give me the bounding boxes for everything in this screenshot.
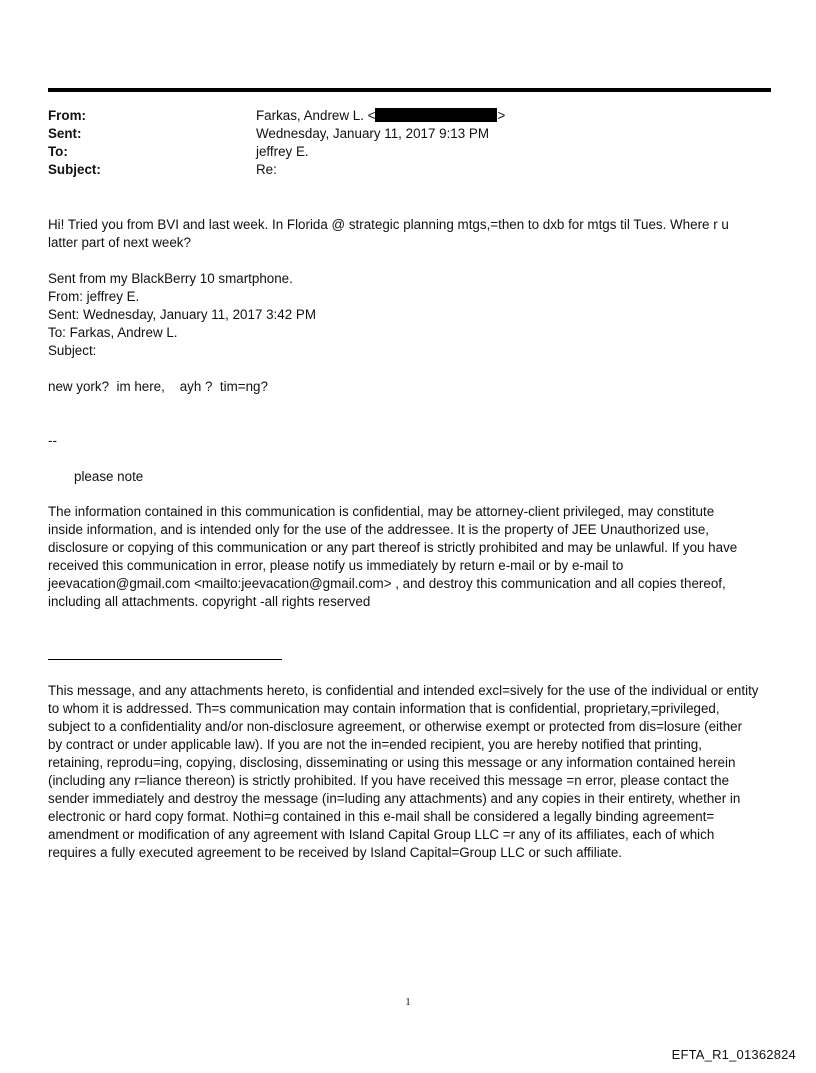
disclaimer-line: sender immediately and destroy the message (in=luding any attachments) and any copies in their entirety, whether in: [48, 791, 741, 806]
from-label: From:: [48, 108, 86, 123]
redaction-box: [375, 108, 497, 122]
please-note: please note: [74, 469, 144, 484]
subject-row: [48, 161, 771, 179]
sent-row: [48, 125, 771, 143]
sent-label: Sent:: [48, 126, 82, 141]
forwarded-line: Sent from my BlackBerry 10 smartphone.: [48, 271, 293, 286]
notice-line: The information contained in this communication is confidential, may be attorney-client privileged, may constitute: [48, 504, 715, 519]
email-header: [48, 107, 771, 179]
subject-label: Subject:: [48, 162, 101, 177]
disclaimer-line: This message, and any attachments hereto, is confidential and intended excl=sively for the use of the individual or entity: [48, 683, 759, 698]
forwarded-line: Subject:: [48, 343, 97, 358]
notice-line: received this communication in error, please notify us immediately by return e-mail or by e-mail to: [48, 558, 624, 573]
from-row: [48, 107, 771, 125]
from-tail: >: [497, 108, 506, 123]
notice-line: jeevacation@gmail.com <mailto:jeevacation@gmail.com> , and destroy this communication and all copies thereof,: [48, 576, 726, 591]
bates-number: EFTA_R1_01362824: [671, 1047, 796, 1062]
separator-rule: [48, 659, 282, 660]
to-row: [48, 143, 771, 161]
disclaimer-line: (including any r=liance thereon) is strictly prohibited. If you have received this message =n error, please contact the: [48, 773, 730, 788]
forwarded-line: From: jeffrey E.: [48, 289, 140, 304]
from-value: [256, 107, 771, 125]
disclaimer-line: retaining, reprodu=ing, copying, disclosing, disseminating or using this message or any information contained herein: [48, 755, 736, 770]
top-rule: [48, 88, 771, 92]
original-message: [48, 378, 778, 396]
disclaimer-line: by contract or under applicable law). If you are not the in=ended recipient, you are hereby notified that printing,: [48, 737, 702, 752]
notice-line: disclosure or copying of this communication or any part thereof is strictly prohibited and may be unlawful. If you have: [48, 540, 738, 555]
subject-value: Re:: [256, 162, 277, 177]
email-body: [48, 216, 778, 252]
notice-line: including all attachments. copyright -all rights reserved: [48, 594, 371, 609]
disclaimer-line: amendment or modification of any agreement with Island Capital Group LLC =r any of its affiliates, each of which: [48, 827, 715, 842]
disclaimer-line: electronic or hard copy format. Nothi=g contained in this e-mail shall be considered a legally binding agreement=: [48, 809, 715, 824]
from-name: Farkas, Andrew L. <: [256, 108, 376, 123]
sent-value: Wednesday, January 11, 2017 9:13 PM: [256, 126, 489, 141]
to-label: To:: [48, 144, 68, 159]
body-line: latter part of next week?: [48, 235, 191, 250]
disclaimer-line: to whom it is addressed. Th=s communication may contain information that is confidential, proprietary,=privileged,: [48, 701, 720, 716]
body-line: Hi! Tried you from BVI and last week. In Florida @ strategic planning mtgs,=then to dxb for mtgs til Tues. Where r u: [48, 217, 729, 232]
confidentiality-notice: [48, 503, 778, 611]
disclaimer-line: subject to a confidentiality and/or non-disclosure agreement, or otherwise exempt or protected from dis=losure (either: [48, 719, 743, 734]
message-line: new york? im here, ayh ? tim=ng?: [48, 379, 268, 394]
to-value: jeffrey E.: [256, 144, 309, 159]
forwarded-header: [48, 270, 778, 360]
legal-disclaimer: [48, 682, 778, 862]
signature-separator: --: [48, 433, 57, 448]
notice-line: inside information, and is intended only for the use of the addressee. It is the property of JEE Unauthorized use,: [48, 522, 709, 537]
forwarded-line: To: Farkas, Andrew L.: [48, 325, 178, 340]
forwarded-line: Sent: Wednesday, January 11, 2017 3:42 PM: [48, 307, 316, 322]
disclaimer-line: requires a fully executed agreement to be received by Island Capital=Group LLC or such affiliate.: [48, 845, 623, 860]
page-number: 1: [405, 996, 411, 1008]
